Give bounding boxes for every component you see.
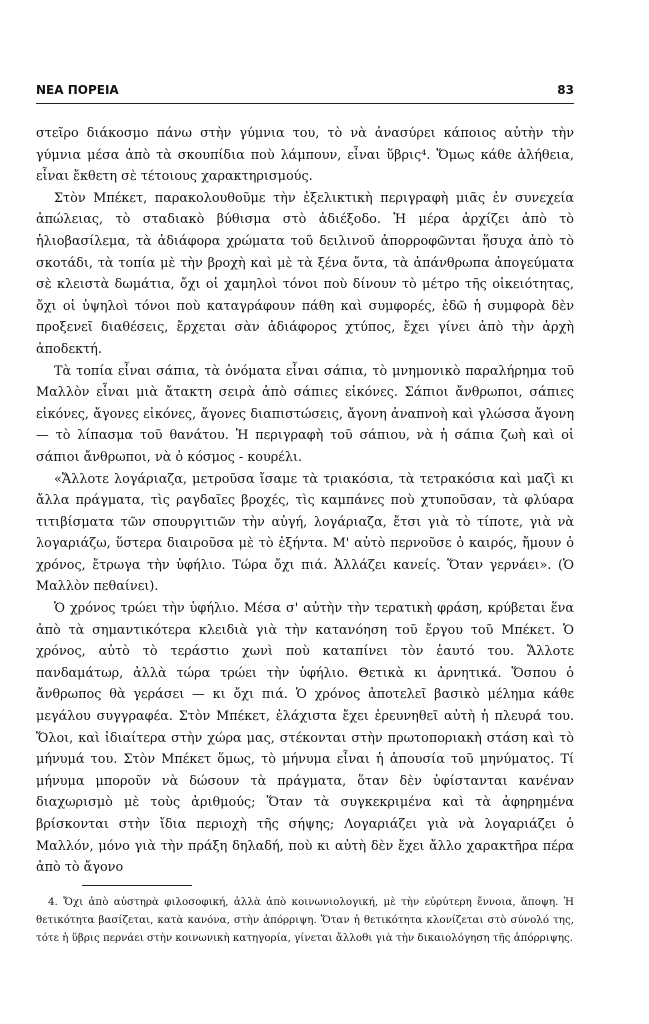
paragraph: Ὁ χρόνος τρώει τὴν ὑφήλιο. Μέσα σ' αὐτὴν τὴν τερατικὴ φράση, κρύβεται ἕνα ἀπὸ τὰ σημαντικότερα κλειδιὰ γιὰ τὴν κατανόηση τοῦ ἔργου τοῦ Μπέκετ. Ὁ χρόνος, αὐτὸ τὸ τεράστιο χωνὶ ποὺ καταπίνει τὸν ἑαυτό του. Ἄλλοτε πανδαμάτωρ, ἀλλὰ τώρα τρώει τὴν ὑφήλιο. Θετικὰ κι ἀρνητικά. Ὅσπου ὁ ἄνθρωπος θὰ γεράσει — κι ὄχι πιά. Ὁ χρόνος ἀποτελεῖ βασικὸ μέλημα κάθε μεγάλου συγγραφέα. Στὸν Μπέκετ, ἐλάχιστα ἔχει ἐρευνηθεῖ αὐτὴ ἡ πλευρά του. Ὅλοι, καὶ ἰδιαίτερα στὴν χώρα μας, στέκονται στὴν πρωτοποριακὴ στάση καὶ τὸ μήνυμά του. Στὸν Μπέκετ ὅμως, τὸ μήνυμα εἶναι ἡ ἀπουσία τοῦ μηνύματος. Τί μήνυμα μποροῦν νὰ δώσουν τὰ πράγματα, ὅταν δὲν ὑφίστανται κανέναν διαχωρισμὸ μὲ τοὺς ἀριθμούς; Ὅταν τὰ συγκεκριμένα καὶ τὰ ἀφηρημένα βρίσκονται στὴν ἴδια περιοχὴ τῆς σήψης; Λογαριάζει γιὰ νὰ λογαριάζει ὁ Μαλλόν, μόνο γιὰ τὴν πράξη δηλαδή, ποὺ κι αὐτὴ δὲν ἔχει ἄλλο χαρακτῆρα πέρα ἀπὸ τὸ ἄγονο [36, 601, 574, 876]
paragraph: «Ἄλλοτε λογάριαζα, μετροῦσα ἴσαμε τὰ τριακόσια, τὰ τετρακόσια καὶ μαζὶ κι ἄλλα πράγματα, τὶς ραγδαῖες βροχές, τὶς καμπάνες ποὺ χτυποῦσαν, τὰ φλύαρα τιτιβίσματα τῶν σπουργιτιῶν τὴν αὐγή, λογάριαζα, ἔτσι γιὰ τὸ τίποτε, γιὰ νὰ λογαριάζω, ὕστερα διαιροῦσα μὲ τὸ ἑξήντα. Μ' αὐτὸ περνοῦσε ὁ καιρός, ἤμουν ὁ χρόνος, ἔτρωγα τὴν ὑφήλιο. Τώρα ὄχι πιά. Ἀλλάζει κανείς. Ὅταν γερνάει». (Ὁ Μαλλὸν πεθαίνει). [36, 471, 574, 595]
running-header [36, 83, 574, 104]
paragraph: στεῖρο διάκοσμο πάνω στὴν γύμνια του, τὸ νὰ ἀνασύρει κάποιος αὐτὴν τὴν γύμνια μέσα ἀπὸ τὰ σκουπίδια ποὺ λάμπουν, εἶναι ὕβρις⁴. Ὅμως κάθε ἀλήθεια, εἶναι ἔκθετη σὲ τέτοιους χαρακτηρισμούς. [36, 126, 574, 185]
paragraph: Τὰ τοπία εἶναι σάπια, τὰ ὀνόματα εἶναι σάπια, τὸ μνημονικὸ παραλήρημα τοῦ Μαλλὸν εἶναι μιὰ ἄτακτη σειρὰ ἀπὸ σάπιες εἰκόνες. Σάπιοι ἄνθρωποι, σάπιες εἰκόνες, ἄγονες εἰκόνες, ἄγονες διαπιστώσεις, ἄγονη ἀναπνοὴ καὶ γλώσσα ἄγονη — τὸ λίπασμα τοῦ θανάτου. Ἡ περιγραφὴ τοῦ σάπιου, νὰ ἡ σάπια ζωὴ καὶ οἱ σάπιοι ἄνθρωποι, νὰ ὁ κόσμος - κουρέλι. [36, 363, 574, 465]
paragraph: Στὸν Μπέκετ, παρακολουθοῦμε τὴν ἐξελικτικὴ περιγραφὴ μιᾶς ἐν συνεχεία ἀπώλειας, τὸ σταδιακὸ βύθισμα στὸ ἀδιέξοδο. Ἡ μέρα ἀρχίζει ἀπὸ τὸ ἡλιοβασίλεμα, τὰ ἀδιάφορα χρώματα τοῦ δειλινοῦ ἀπορροφῶνται ἥσυχα ἀπὸ τὸ σκοτάδι, τὰ τοπία μὲ τὴν βροχὴ καὶ μὲ τὰ ξένα ὄντα, τὰ ἀπάνθρωπα ἀπογεύματα σὲ κλειστὰ δωμάτια, ὄχι οἱ χαμηλοὶ τόνοι ποὺ δίνουν τὸ μέτρο τῆς οἰκειότητας, ὄχι οἱ ὑψηλοὶ τόνοι ποὺ καταγράφουν πάθη καὶ συμφορές, ἐδῶ ἡ συμφορὰ δὲν προξενεῖ διαθέσεις, ἔρχεται σὰν ἀδιάφορος χτύπος, ἔχει γίνει ἀπὸ τὴν ἀρχὴ ἀποδεκτή. [36, 190, 574, 357]
footnote-divider [82, 885, 192, 886]
body-text [36, 123, 574, 879]
journal-title: ΝΕΑ ΠΟΡΕΙΑ [36, 83, 119, 97]
footnote-text: 4. Ὄχι ἀπὸ αὐστηρὰ φιλοσοφική, ἀλλὰ ἀπὸ κοινωνιολογική, μὲ τὴν εὐρύτερη ἔννοια, ἄποψη. Ἡ θετικότητα βασίζεται, κατὰ κανόνα, στὴν ἀπόρριψη. Ὅταν ἡ θετικότητα κλονίζεται στὸ σύνολό της, τότε ἡ ὕβρις περνάει στὴν κοινωνικὴ κατηγορία, γίνεται ἄλλοθι γιὰ τὴν δικαιολόγηση τῆς ἀπόρριψης. [36, 896, 574, 944]
page-number: 83 [557, 83, 574, 97]
footnote [36, 893, 574, 947]
